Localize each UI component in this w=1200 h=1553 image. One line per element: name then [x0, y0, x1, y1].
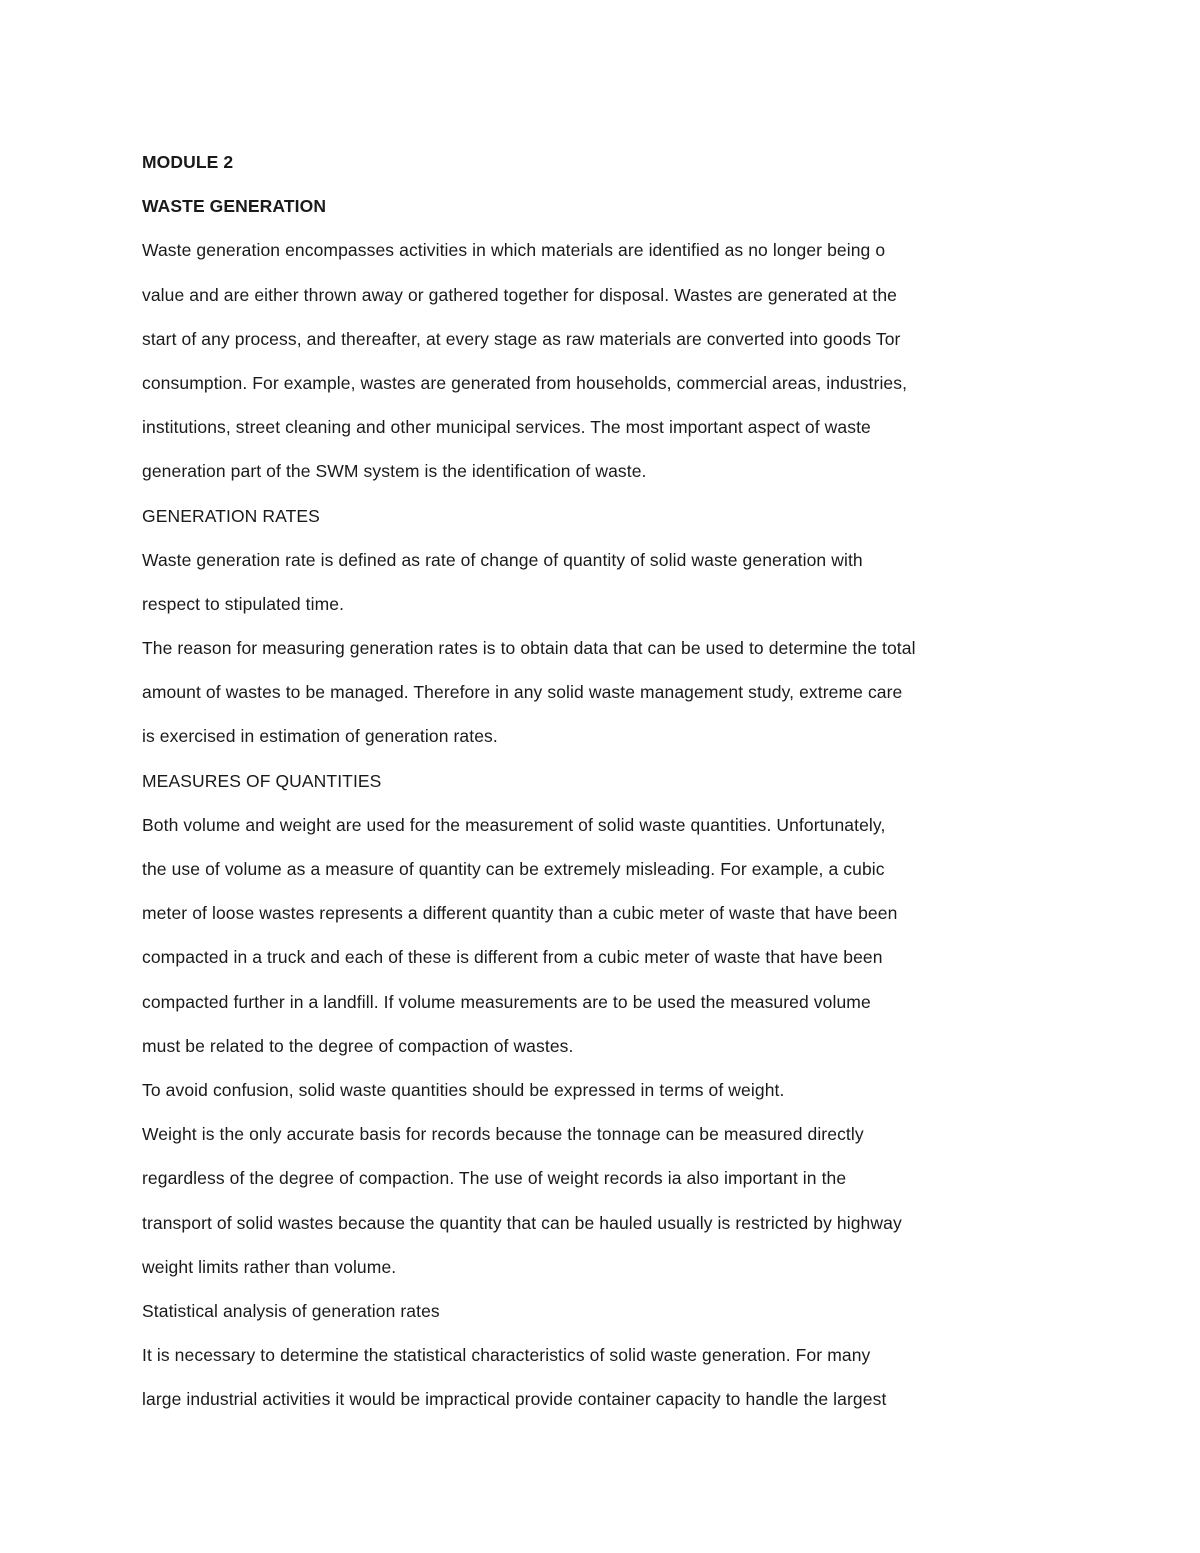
text-line: regardless of the degree of compaction. The use of weight records ia also important in the [142, 1168, 847, 1189]
section-heading-measures-of-quantities: MEASURES OF QUANTITIES [142, 770, 382, 791]
text-line: generation part of the SWM system is the identification of waste. [142, 461, 647, 482]
text-line: the use of volume as a measure of quantity can be extremely misleading. For example, a cubic [142, 859, 885, 879]
text-line: To avoid confusion, solid waste quantities should be expressed in terms of weight. [142, 1079, 785, 1100]
text-line: consumption. For example, wastes are generated from households, commercial areas, industries, [142, 372, 908, 393]
module-title: MODULE 2 [142, 152, 234, 172]
text-line: weight limits rather than volume. [142, 1256, 397, 1277]
section-heading-waste-generation: WASTE GENERATION [142, 196, 327, 217]
text-line: transport of solid wastes because the quantity that can be hauled usually is restricted by highway [142, 1212, 902, 1233]
text-line: It is necessary to determine the statistical characteristics of solid waste generation. For many [142, 1345, 871, 1366]
text-line: compacted in a truck and each of these is different from a cubic meter of waste that have been [142, 947, 883, 968]
text-line: must be related to the degree of compaction of wastes. [142, 1035, 574, 1056]
text-line: Weight is the only accurate basis for records because the tonnage can be measured directly [142, 1124, 864, 1145]
text-line: Waste generation encompasses activities in which materials are identified as no longer being o [142, 240, 886, 261]
text-line: respect to stipulated time. [142, 593, 345, 614]
text-line: compacted further in a landfill. If volume measurements are to be used the measured volume [142, 991, 871, 1012]
section-heading-statistical-analysis: Statistical analysis of generation rates [142, 1300, 440, 1321]
text-line: amount of wastes to be managed. Therefore in any solid waste management study, extreme care [142, 682, 903, 703]
section-heading-generation-rates: GENERATION RATES [142, 505, 320, 526]
document-body [142, 140, 1042, 1421]
text-line: Both volume and weight are used for the measurement of solid waste quantities. Unfortunately, [142, 814, 886, 835]
text-line: is exercised in estimation of generation rates. [142, 726, 498, 747]
text-line: The reason for measuring generation rates is to obtain data that can be used to determine the total [142, 638, 916, 659]
text-line: value and are either thrown away or gathered together for disposal. Wastes are generated at the [142, 284, 897, 305]
text-line: large industrial activities it would be impractical provide container capacity to handle the largest [142, 1389, 887, 1410]
text-line: institutions, street cleaning and other municipal services. The most important aspect of waste [142, 417, 871, 438]
text-line: Waste generation rate is defined as rate of change of quantity of solid waste generation with [142, 549, 863, 570]
text-line: meter of loose wastes represents a different quantity than a cubic meter of waste that have been [142, 903, 898, 924]
text-line: start of any process, and thereafter, at every stage as raw materials are converted into goods Tor [142, 328, 901, 349]
